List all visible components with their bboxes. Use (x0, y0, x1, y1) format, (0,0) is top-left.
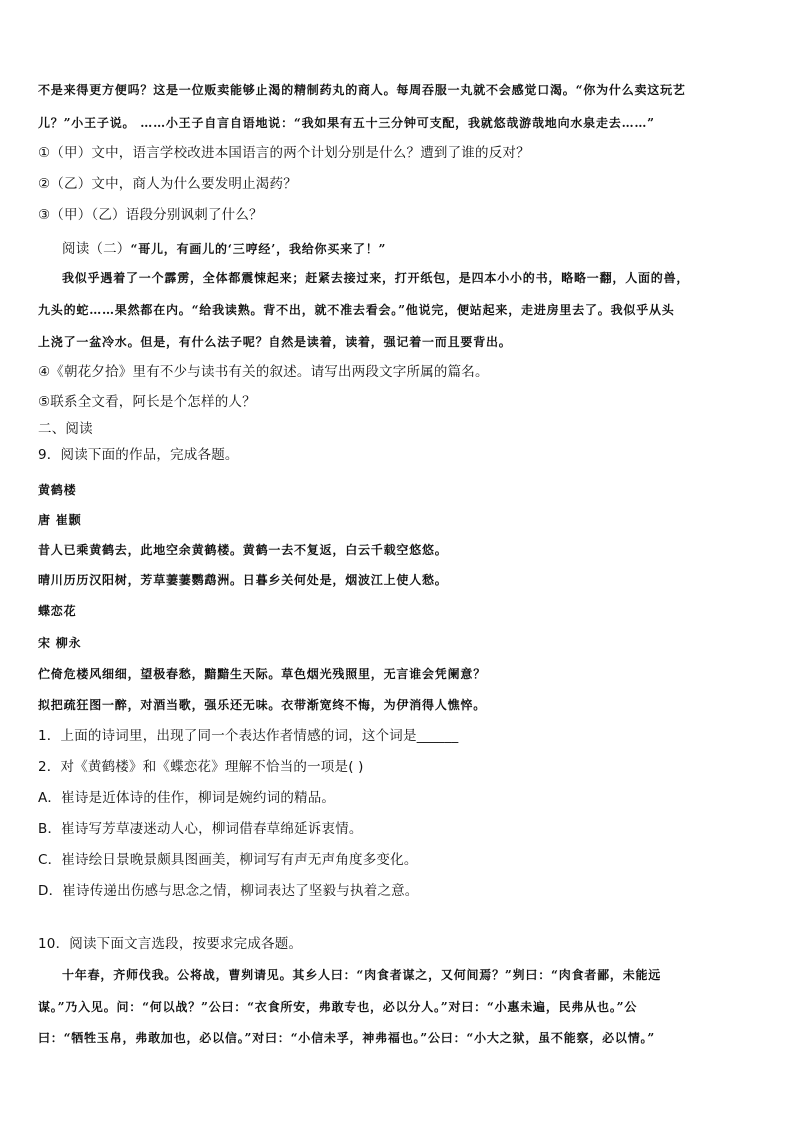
question-10-prompt: 10．阅读下面文言选段，按要求完成各题。 (38, 936, 303, 952)
option-d: D．崔诗传递出伤感与思念之情，柳词表达了坚毅与执着之意。 (38, 883, 419, 899)
sub-question-1: 1．上面的诗词里，出现了同一个表达作者情感的词，这个词是______ (38, 728, 459, 744)
reading-2-label: 阅读（二） (62, 241, 131, 257)
question-10-line-3: 曰：“牺牲玉帛，弗敢加也，必以信。”对曰：“小信未孚，神弗福也。”公曰：“小大之狱，虽不能察，必以情。” (38, 1031, 656, 1045)
reading-2-quote: “哥儿，有画儿的‘三哼经’，我给你买来了！” (130, 242, 387, 256)
option-b: B．崔诗写芳草凄迷动人心，柳词借春草绵延诉衷情。 (38, 821, 363, 837)
poem-1-title: 黄鹤楼 (38, 483, 77, 497)
poem-2-line-1: 伫倚危楼风细细，望极春愁，黯黯生天际。草色烟光残照里，无言谁会凭阑意？ (38, 667, 487, 681)
poem-1-author: 唐 崔颢 (38, 513, 82, 527)
section-heading: 二、阅读 (38, 421, 93, 437)
question-1: ①（甲）文中，语言学校改进本国语言的两个计划分别是什么？遭到了谁的反对？ (38, 145, 530, 161)
question-5: ⑤联系全文看，阿长是个怎样的人？ (38, 394, 256, 410)
poem-1-line-1: 昔人已乘黄鹤去，此地空余黄鹤楼。黄鹤一去不复返，白云千载空悠悠。 (38, 543, 448, 557)
question-10-line-2: 谋。”乃入见。问：“何以战？”公曰：“衣食所安，弗敢专也，必以分人。”对曰：“小惠未遍，民弗从也。”公 (38, 1000, 638, 1014)
question-3: ③（甲）（乙）语段分别讽刺了什么？ (38, 207, 263, 223)
option-a: A．崔诗是近体诗的佳作，柳词是婉约词的精品。 (38, 790, 336, 806)
question-9-prompt: 9．阅读下面的作品，完成各题。 (38, 447, 239, 463)
reading-2-intro (62, 240, 386, 257)
sub-question-2: 2．对《黄鹤楼》和《蝶恋花》理解不恰当的一项是( ) (38, 759, 364, 775)
poem-2-author: 宋 柳永 (38, 636, 82, 650)
reading-2-line-3: 上浇了一盆冷水。但是，有什么法子呢？自然是读着，读着，强记着一而且要背出。 (38, 335, 512, 349)
passage-a-line-1: 不是来得更方便吗？这是一位贩卖能够止渴的精制药丸的商人。每周吞服一丸就不会感觉口渴。“你为什么卖这玩艺 (38, 83, 686, 97)
poem-2-line-2: 拟把疏狂图一醉，对酒当歌，强乐还无味。衣带渐宽终不悔，为伊消得人憔悴。 (38, 698, 487, 712)
poem-2-title: 蝶恋花 (38, 604, 77, 618)
question-4: ④《朝花夕拾》里有不少与读书有关的叙述。请写出两段文字所属的篇名。 (38, 364, 489, 380)
reading-2-line-2: 九头的蛇……果然都在内。“给我读熟。背不出，就不准去看会。”他说完，便站起来，走进房里去了。我似乎从头 (38, 303, 675, 317)
option-c: C．崔诗绘日景晚景颇具图画美，柳词写有声无声角度多变化。 (38, 852, 418, 868)
question-10-line-1: 十年春，齐师伐我。公将战，曹刿请见。其乡人曰：“肉食者谋之，又何间焉？”刿曰：“肉食者鄙，未能远 (62, 968, 662, 982)
poem-1-line-2: 晴川历历汉阳树，芳草萋萋鹦鹉洲。日暮乡关何处是，烟波江上使人愁。 (38, 573, 448, 587)
passage-a-line-2: 儿？”小王子说。 ……小王子自言自语地说：“我如果有五十三分钟可支配，我就悠哉游哉地向水泉走去……” (38, 116, 655, 130)
question-2: ②（乙）文中，商人为什么要发明止渴药？ (38, 176, 297, 192)
reading-2-line-1: 我似乎遇着了一个霹雳，全体都震悚起来；赶紧去接过来，打开纸包，是四本小小的书，略略一翻，人面的兽， (62, 271, 690, 285)
